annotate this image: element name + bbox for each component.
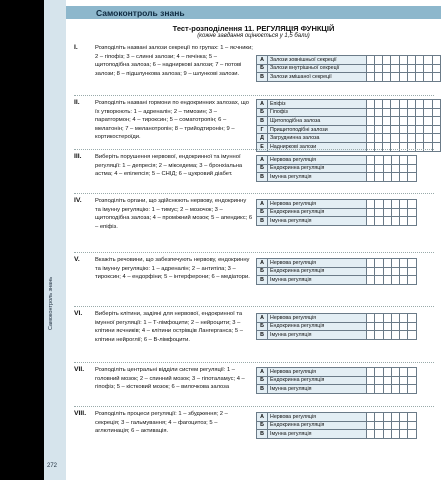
option-letter: Д: [257, 134, 268, 143]
question-number: II.: [74, 99, 80, 106]
question-number: VIII.: [74, 410, 87, 417]
answer-cell[interactable]: [367, 314, 375, 323]
option-label: Імунна регуляція: [268, 385, 367, 394]
answer-cell[interactable]: [367, 208, 375, 217]
answer-cell[interactable]: [400, 259, 408, 268]
answer-row: [257, 314, 417, 323]
answer-cell[interactable]: [424, 134, 432, 143]
answer-row: [257, 413, 417, 422]
answer-cell[interactable]: [374, 134, 382, 143]
answer-cell[interactable]: [391, 100, 399, 109]
answer-cell[interactable]: [375, 376, 383, 385]
answer-row: [257, 267, 417, 276]
question-text: Розподіліть процеси регуляції: 1 – збудження; 2 – секреція; 3 – гальмування; 4 – фагоцитоз; 5 – аглютинація; 6 – активація.: [95, 411, 228, 435]
answer-cell[interactable]: [416, 56, 424, 65]
answer-row: [257, 73, 441, 82]
question-number: III.: [74, 153, 82, 160]
answer-row: [257, 108, 441, 117]
option-label: Нервова регуляція: [268, 200, 367, 209]
option-letter: А: [257, 314, 268, 323]
question-divider: [74, 149, 434, 150]
answer-cell[interactable]: [374, 108, 382, 117]
answer-cell[interactable]: [424, 125, 432, 134]
option-label: Залози змішаної секреції: [267, 73, 366, 82]
option-letter: А: [257, 368, 268, 377]
answer-cell[interactable]: [400, 413, 408, 422]
answer-cell[interactable]: [383, 56, 391, 65]
answer-row: [257, 156, 417, 165]
option-letter: Б: [257, 64, 268, 73]
answer-cell[interactable]: [367, 267, 375, 276]
answer-cell[interactable]: [383, 368, 391, 377]
answer-cell[interactable]: [399, 125, 407, 134]
option-letter: В: [257, 117, 268, 126]
answer-cell[interactable]: [366, 56, 374, 65]
answer-cell[interactable]: [391, 73, 399, 82]
answer-row: [257, 56, 441, 65]
option-label: Ендокринна регуляція: [268, 322, 367, 331]
answer-row: [257, 376, 417, 385]
question-text: Розподіліть названі гормони по ендокринних залозах, що їх утворюють: 1 – адреналін; 2 – тимозин; 3 – паратгормон; 4 – тироксин; 5 – соматотропін; 6 – мелатонін; 7 – меланотропін; 8 – трийодтиронін; 9 – кортикостероїди.: [95, 100, 249, 141]
option-label: Нервова регуляція: [268, 314, 367, 323]
option-letter: Б: [257, 421, 268, 430]
answer-cell[interactable]: [375, 259, 383, 268]
test-title: Тест-розподілення 11. РЕГУЛЯЦІЯ ФУНКЦІЙ: [172, 24, 335, 33]
answer-cell[interactable]: [408, 376, 416, 385]
answer-cell[interactable]: [375, 64, 383, 73]
answer-row: [257, 134, 441, 143]
answer-cell[interactable]: [391, 267, 399, 276]
answer-cell[interactable]: [366, 117, 374, 126]
textbook-page: [44, 0, 441, 480]
answer-row: [257, 208, 417, 217]
option-letter: А: [257, 413, 268, 422]
answer-cell[interactable]: [408, 200, 416, 209]
answer-row: [257, 200, 417, 209]
answer-cell[interactable]: [407, 56, 415, 65]
answer-cell[interactable]: [391, 376, 399, 385]
answer-cell[interactable]: [383, 385, 391, 394]
answer-cell[interactable]: [383, 73, 391, 82]
answer-cell[interactable]: [383, 134, 391, 143]
answer-cell[interactable]: [399, 108, 407, 117]
answer-cell[interactable]: [424, 56, 432, 65]
answer-cell[interactable]: [367, 430, 375, 439]
answer-row: [257, 331, 417, 340]
answer-cell[interactable]: [383, 164, 391, 173]
answer-cell[interactable]: [375, 56, 383, 65]
answer-cell[interactable]: [400, 322, 408, 331]
answer-row: [257, 368, 417, 377]
option-label: Нервова регуляція: [268, 259, 367, 268]
answer-cell[interactable]: [375, 156, 383, 165]
answer-cell[interactable]: [408, 322, 416, 331]
answer-cell[interactable]: [367, 259, 375, 268]
answer-cell[interactable]: [391, 217, 399, 226]
answer-cell[interactable]: [391, 117, 399, 126]
answer-cell[interactable]: [383, 125, 391, 134]
answer-cell[interactable]: [391, 430, 399, 439]
answer-cell[interactable]: [424, 73, 432, 82]
answer-cell[interactable]: [400, 368, 408, 377]
option-label: Імунна регуляція: [268, 331, 367, 340]
answer-cell[interactable]: [432, 64, 440, 73]
answer-cell[interactable]: [399, 64, 407, 73]
answer-cell[interactable]: [407, 117, 415, 126]
answer-cell[interactable]: [367, 164, 375, 173]
answer-cell[interactable]: [432, 134, 440, 143]
question-text: Розподіліть центральні відділи систем регуляції: 1 – головний мозок; 2 – спинний мозок; 3 – гіпоталамус; 4 – гіпофіз; 5 – кістковий мозок; 6 – вилочкова залоза: [95, 367, 245, 391]
option-label: Загруднинна залоза: [267, 134, 366, 143]
option-letter: Г: [257, 125, 268, 134]
answer-row: [257, 322, 417, 331]
option-letter: А: [257, 56, 268, 65]
option-label: Ендокринна регуляція: [268, 267, 367, 276]
answer-cell[interactable]: [383, 200, 391, 209]
option-label: Наднирковi залози: [267, 142, 366, 151]
answer-table: [256, 155, 417, 182]
answer-table: [256, 199, 417, 226]
option-letter: А: [257, 100, 268, 109]
answer-cell[interactable]: [383, 208, 391, 217]
answer-cell[interactable]: [367, 385, 375, 394]
answer-row: [257, 385, 417, 394]
answer-row: [257, 100, 441, 109]
answer-cell[interactable]: [375, 217, 383, 226]
answer-cell[interactable]: [375, 430, 383, 439]
answer-cell[interactable]: [391, 108, 399, 117]
option-label: Залози внутрішньої секреції: [267, 64, 366, 73]
option-letter: Е: [257, 142, 268, 151]
answer-cell[interactable]: [408, 164, 416, 173]
answer-row: [257, 259, 417, 268]
answer-cell[interactable]: [383, 217, 391, 226]
answer-cell[interactable]: [408, 430, 416, 439]
answer-cell[interactable]: [374, 100, 382, 109]
answer-row: [257, 217, 417, 226]
option-label: Нервова регуляція: [268, 368, 367, 377]
question-divider: [74, 406, 434, 407]
answer-cell[interactable]: [416, 117, 424, 126]
option-label: Ендокринна регуляція: [268, 376, 367, 385]
answer-cell[interactable]: [391, 200, 399, 209]
answer-cell[interactable]: [391, 368, 399, 377]
answer-cell[interactable]: [367, 331, 375, 340]
answer-cell[interactable]: [391, 413, 399, 422]
answer-cell[interactable]: [400, 200, 408, 209]
answer-cell[interactable]: [408, 314, 416, 323]
answer-cell[interactable]: [400, 314, 408, 323]
answer-cell[interactable]: [367, 156, 375, 165]
side-label: Самоконтроль знань: [48, 276, 54, 330]
answer-cell[interactable]: [391, 276, 399, 285]
question-divider: [74, 193, 434, 194]
question-text: Виберіть порушення нервової, ендокринної та імунної регуляції: 1 – депресія; 2 – мікседема; 3 – бронхіальна астма; 4 – епілепсія; 5 – СНІД; 6 – цукровий діабет.: [95, 154, 243, 178]
answer-cell[interactable]: [375, 208, 383, 217]
answer-cell[interactable]: [375, 267, 383, 276]
answer-row: [257, 173, 417, 182]
answer-table: [256, 258, 417, 285]
question-text: Виберіть клітини, задіяні для нервової, ендокринної та імунної регуляції: 1 – Т-лімфоцити; 2 – нейроцити; 3 – клітини яєчників; 4 – клітини острівців Лангерганса; 5 – клітини нейроглії; 6 – В-лімфоцити.: [95, 311, 243, 343]
option-letter: Б: [257, 267, 268, 276]
option-letter: В: [257, 331, 268, 340]
answer-table: [256, 99, 441, 152]
answer-cell[interactable]: [375, 314, 383, 323]
answer-cell[interactable]: [432, 56, 440, 65]
answer-cell[interactable]: [375, 173, 383, 182]
answer-cell[interactable]: [424, 64, 432, 73]
answer-cell[interactable]: [408, 385, 416, 394]
answer-cell[interactable]: [391, 385, 399, 394]
answer-cell[interactable]: [399, 117, 407, 126]
answer-row: [257, 125, 441, 134]
answer-cell[interactable]: [367, 376, 375, 385]
page-number: 272: [47, 463, 58, 469]
answer-cell[interactable]: [407, 73, 415, 82]
option-label: Імунна регуляція: [268, 430, 367, 439]
answer-cell[interactable]: [416, 73, 424, 82]
answer-table: [256, 412, 417, 439]
answer-cell[interactable]: [366, 100, 374, 109]
answer-cell[interactable]: [383, 100, 391, 109]
answer-cell[interactable]: [367, 413, 375, 422]
answer-cell[interactable]: [399, 100, 407, 109]
answer-row: [257, 64, 441, 73]
answer-cell[interactable]: [375, 421, 383, 430]
answer-cell[interactable]: [367, 173, 375, 182]
answer-cell[interactable]: [375, 385, 383, 394]
answer-row: [257, 421, 417, 430]
answer-cell[interactable]: [383, 430, 391, 439]
answer-cell[interactable]: [408, 276, 416, 285]
option-label: Гіпофіз: [267, 108, 366, 117]
question-text: Розподіліть органи, що здійснюють нервову, ендокринну та імунну регуляцію: 1 – тимус; 2 – мозочок; 3 – щитоподібна залоза; 4 – проміжний мозок; 5 – апендикс; 6 – епіфіз.: [95, 198, 253, 230]
answer-cell[interactable]: [391, 331, 399, 340]
answer-cell[interactable]: [400, 430, 408, 439]
option-label: Ендокринна регуляція: [268, 421, 367, 430]
answer-cell[interactable]: [416, 108, 424, 117]
answer-cell[interactable]: [400, 421, 408, 430]
answer-cell[interactable]: [383, 64, 391, 73]
answer-cell[interactable]: [374, 125, 382, 134]
option-letter: А: [257, 156, 268, 165]
answer-cell[interactable]: [375, 368, 383, 377]
answer-cell[interactable]: [391, 322, 399, 331]
question-divider: [74, 362, 434, 363]
answer-cell[interactable]: [366, 108, 374, 117]
answer-cell[interactable]: [383, 117, 391, 126]
test-subtitle: (кожне завдання оцінюється у 1,5 бали): [197, 33, 310, 39]
answer-cell[interactable]: [424, 108, 432, 117]
answer-cell[interactable]: [391, 56, 399, 65]
answer-cell[interactable]: [375, 413, 383, 422]
answer-cell[interactable]: [375, 164, 383, 173]
answer-cell[interactable]: [408, 368, 416, 377]
answer-cell[interactable]: [407, 108, 415, 117]
question-divider: [74, 95, 434, 96]
option-letter: В: [257, 385, 268, 394]
answer-cell[interactable]: [400, 173, 408, 182]
option-label: Залози зовнішньої секреції: [267, 56, 366, 65]
answer-cell[interactable]: [400, 276, 408, 285]
answer-cell[interactable]: [408, 421, 416, 430]
answer-cell[interactable]: [391, 156, 399, 165]
answer-cell[interactable]: [383, 267, 391, 276]
answer-cell[interactable]: [407, 64, 415, 73]
header-band: [66, 6, 441, 19]
answer-cell[interactable]: [374, 117, 382, 126]
answer-cell[interactable]: [367, 368, 375, 377]
answer-cell[interactable]: [383, 376, 391, 385]
option-letter: Б: [257, 322, 268, 331]
answer-cell[interactable]: [366, 64, 374, 73]
option-label: Ендокринна регуляція: [268, 208, 367, 217]
option-label: Епіфіз: [267, 100, 366, 109]
answer-cell[interactable]: [407, 100, 415, 109]
answer-cell[interactable]: [383, 108, 391, 117]
option-letter: Б: [257, 108, 268, 117]
answer-cell[interactable]: [391, 314, 399, 323]
answer-cell[interactable]: [399, 56, 407, 65]
answer-cell[interactable]: [416, 100, 424, 109]
answer-cell[interactable]: [408, 413, 416, 422]
answer-cell[interactable]: [366, 134, 374, 143]
answer-cell[interactable]: [391, 134, 399, 143]
option-letter: В: [257, 217, 268, 226]
question-text: Вкажіть речовини, що забезпечують нервову, ендокринну та імунну регуляцію: 1 – адреналін; 2 – антитіла; 3 – тироксин; 4 – ендорфіни; 5 – інтерферони; 6 – медіатори.: [95, 257, 250, 281]
option-letter: В: [257, 430, 268, 439]
answer-row: [257, 164, 417, 173]
question-number: VI.: [74, 310, 83, 317]
answer-row: [257, 117, 441, 126]
answer-cell[interactable]: [408, 259, 416, 268]
answer-cell[interactable]: [383, 259, 391, 268]
option-letter: Б: [257, 376, 268, 385]
answer-cell[interactable]: [391, 64, 399, 73]
question-number: V.: [74, 256, 80, 263]
answer-cell[interactable]: [408, 208, 416, 217]
answer-cell[interactable]: [407, 125, 415, 134]
answer-cell[interactable]: [432, 125, 440, 134]
question-text: Розподіліть названі залози секреції по групах: 1 – яєчники; 2 – гіпофіз; 3 – слинні залози; 4 – печінка; 5 – щитоподібна залоза; 6 – надниркові залози; 7 – потові залози; 8 – підшлункова залоза; 9 – шлункові залози.: [95, 45, 253, 77]
answer-cell[interactable]: [416, 125, 424, 134]
answer-cell[interactable]: [391, 421, 399, 430]
answer-cell[interactable]: [375, 200, 383, 209]
question-number: VII.: [74, 366, 85, 373]
answer-cell[interactable]: [367, 200, 375, 209]
option-letter: В: [257, 173, 268, 182]
answer-cell[interactable]: [408, 217, 416, 226]
answer-cell[interactable]: [416, 64, 424, 73]
answer-cell[interactable]: [399, 73, 407, 82]
question-number: IV.: [74, 197, 82, 204]
option-label: Імунна регуляція: [268, 173, 367, 182]
answer-table: [256, 55, 441, 82]
answer-cell[interactable]: [383, 156, 391, 165]
answer-cell[interactable]: [408, 156, 416, 165]
answer-cell[interactable]: [424, 117, 432, 126]
question-divider: [74, 252, 434, 253]
answer-cell[interactable]: [375, 322, 383, 331]
option-label: Нервова регуляція: [268, 156, 367, 165]
answer-cell[interactable]: [367, 421, 375, 430]
option-label: Імунна регуляція: [268, 276, 367, 285]
option-letter: Б: [257, 164, 268, 173]
answer-cell[interactable]: [367, 217, 375, 226]
answer-cell[interactable]: [408, 331, 416, 340]
option-letter: А: [257, 259, 268, 268]
answer-cell[interactable]: [383, 276, 391, 285]
answer-cell[interactable]: [407, 134, 415, 143]
answer-cell[interactable]: [375, 276, 383, 285]
answer-cell[interactable]: [400, 376, 408, 385]
answer-cell[interactable]: [383, 314, 391, 323]
answer-cell[interactable]: [408, 173, 416, 182]
answer-cell[interactable]: [432, 117, 440, 126]
answer-cell[interactable]: [400, 217, 408, 226]
answer-cell[interactable]: [383, 331, 391, 340]
answer-cell[interactable]: [375, 331, 383, 340]
answer-cell[interactable]: [432, 108, 440, 117]
answer-cell[interactable]: [408, 267, 416, 276]
answer-cell[interactable]: [383, 173, 391, 182]
option-label: Щитоподібна залоза: [267, 117, 366, 126]
answer-cell[interactable]: [432, 100, 440, 109]
answer-cell[interactable]: [432, 73, 440, 82]
answer-cell[interactable]: [416, 134, 424, 143]
answer-cell[interactable]: [400, 331, 408, 340]
option-label: Імунна регуляція: [268, 217, 367, 226]
answer-cell[interactable]: [391, 164, 399, 173]
answer-cell[interactable]: [400, 267, 408, 276]
option-label: Прищитоподібні залози: [267, 125, 366, 134]
answer-cell[interactable]: [399, 134, 407, 143]
side-strip: [44, 0, 66, 480]
answer-row: [257, 430, 417, 439]
option-letter: А: [257, 200, 268, 209]
option-letter: Б: [257, 208, 268, 217]
answer-cell[interactable]: [400, 385, 408, 394]
answer-cell[interactable]: [424, 100, 432, 109]
answer-cell[interactable]: [391, 125, 399, 134]
option-letter: В: [257, 73, 268, 82]
answer-cell[interactable]: [400, 208, 408, 217]
question-number: I.: [74, 44, 78, 51]
answer-cell[interactable]: [391, 173, 399, 182]
option-letter: В: [257, 276, 268, 285]
answer-cell[interactable]: [391, 208, 399, 217]
answer-cell[interactable]: [383, 413, 391, 422]
answer-row: [257, 276, 417, 285]
option-label: Ендокринна регуляція: [268, 164, 367, 173]
option-label: Нервова регуляція: [268, 413, 367, 422]
answer-table: [256, 313, 417, 340]
answer-cell[interactable]: [366, 73, 374, 82]
answer-cell[interactable]: [383, 421, 391, 430]
answer-table: [256, 367, 417, 394]
answer-cell[interactable]: [366, 125, 374, 134]
answer-cell[interactable]: [367, 276, 375, 285]
answer-cell[interactable]: [375, 73, 383, 82]
answer-cell[interactable]: [383, 322, 391, 331]
answer-cell[interactable]: [400, 156, 408, 165]
answer-cell[interactable]: [367, 322, 375, 331]
question-divider: [74, 306, 434, 307]
answer-cell[interactable]: [400, 164, 408, 173]
section-header: Самоконтроль знань: [96, 8, 185, 18]
answer-cell[interactable]: [391, 259, 399, 268]
